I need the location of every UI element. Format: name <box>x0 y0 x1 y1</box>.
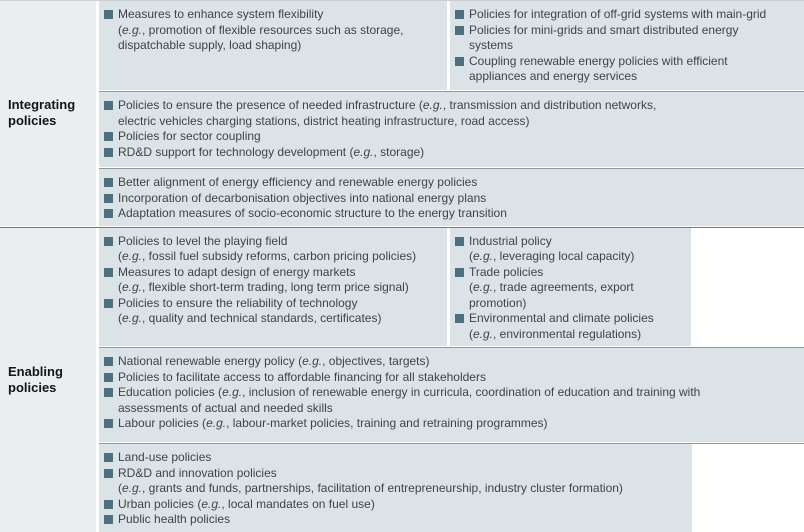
policy-list <box>104 450 684 528</box>
section-content <box>99 228 804 532</box>
policy-item <box>104 497 684 513</box>
policy-item <box>455 234 683 265</box>
policy-item <box>104 206 796 222</box>
policy-item <box>104 175 796 191</box>
policy-cell <box>450 1 804 90</box>
policy-list <box>104 234 439 327</box>
section-label: Integrating policies <box>8 97 76 129</box>
policy-item <box>104 191 796 207</box>
policy-row <box>99 228 804 347</box>
policy-item-text: Policies to ensure the reliability of technology (e.g., quality and technical standards, certificates) <box>118 295 382 325</box>
policy-item-text: Policies for sector coupling <box>118 129 261 143</box>
square-bullet-icon <box>104 419 113 428</box>
square-bullet-icon <box>104 469 113 478</box>
policy-row <box>99 168 804 226</box>
policy-item-text: Labour policies (e.g., labour-market policies, training and retraining programmes) <box>118 416 548 430</box>
policy-list <box>104 7 439 54</box>
policy-item <box>104 98 796 129</box>
square-bullet-icon <box>104 357 113 366</box>
square-bullet-icon <box>455 237 464 246</box>
policy-list <box>455 234 683 343</box>
policy-item-text: Education policies (e.g., inclusion of renewable energy in curricula, coordination of education and training with assessments of actual and needed skills <box>118 385 701 415</box>
policy-item <box>455 311 683 342</box>
square-bullet-icon <box>104 209 113 218</box>
policy-item <box>455 23 796 54</box>
policy-item <box>104 234 439 265</box>
section-content <box>99 1 804 226</box>
policy-list <box>455 7 796 85</box>
policy-item <box>104 129 796 145</box>
empty-space <box>695 444 804 532</box>
policy-item <box>104 296 439 327</box>
square-bullet-icon <box>104 10 113 19</box>
policy-item-text: Environmental and climate policies (e.g., environmental regulations) <box>469 311 654 341</box>
policy-item-text: Industrial policy (e.g., leveraging local capacity) <box>469 233 635 263</box>
policy-cell <box>99 348 804 442</box>
policy-row <box>99 443 804 532</box>
policy-cell <box>99 169 804 226</box>
policy-item-text: Measures to adapt design of energy markets (e.g., flexible short-term trading, long term price signal) <box>118 264 409 294</box>
square-bullet-icon <box>104 194 113 203</box>
policy-item-text: Policies to ensure the presence of needed infrastructure (e.g., transmission and distribution networks, electric vehicles charging stations, district heating infrastructure, road access) <box>118 98 657 128</box>
label-column <box>0 1 96 226</box>
square-bullet-icon <box>104 178 113 187</box>
policy-list <box>104 98 796 160</box>
section-integrating-policies <box>0 1 804 226</box>
policy-item-text: National renewable energy policy (e.g., objectives, targets) <box>118 354 430 368</box>
section-label: Enabling policies <box>8 363 63 395</box>
policy-item-text: Coupling renewable energy policies with efficient appliances and energy services <box>469 53 728 83</box>
policy-row <box>99 1 804 90</box>
policy-item-text: Urban policies (e.g., local mandates on fuel use) <box>118 496 375 511</box>
square-bullet-icon <box>455 26 464 35</box>
policy-list <box>104 175 796 222</box>
policy-item-text: Incorporation of decarbonisation objectives into national energy plans <box>118 190 487 205</box>
policy-item <box>455 54 796 85</box>
policy-item-text: Measures to enhance system flexibility (e.g., promotion of flexible resources such as storage, dispatchable supply, load shaping) <box>118 7 404 52</box>
policy-item <box>104 7 439 54</box>
policy-item-text: Land-use policies <box>118 450 212 464</box>
policy-item <box>104 385 796 416</box>
square-bullet-icon <box>104 373 113 382</box>
policy-item-text: Better alignment of energy efficiency and renewable energy policies <box>118 175 478 189</box>
square-bullet-icon <box>104 299 113 308</box>
square-bullet-icon <box>104 500 113 509</box>
square-bullet-icon <box>104 388 113 397</box>
policy-item-text: Public health policies <box>118 512 231 526</box>
policy-item <box>104 466 684 497</box>
policy-item <box>104 265 439 296</box>
policy-item <box>104 145 796 161</box>
policy-item-text: Policies for mini-grids and smart distributed energy systems <box>469 22 739 52</box>
policy-cell <box>99 228 447 347</box>
policy-list <box>104 354 796 432</box>
square-bullet-icon <box>455 268 464 277</box>
policy-cell <box>99 444 692 532</box>
policy-item <box>104 416 796 432</box>
policy-item <box>455 265 683 312</box>
square-bullet-icon <box>455 57 464 66</box>
policy-item <box>104 354 796 370</box>
policy-row <box>99 347 804 442</box>
square-bullet-icon <box>104 101 113 110</box>
square-bullet-icon <box>104 453 113 462</box>
square-bullet-icon <box>455 10 464 19</box>
square-bullet-icon <box>104 515 113 524</box>
square-bullet-icon <box>104 132 113 141</box>
policy-item-text: Policies to facilitate access to affordable financing for all stakeholders <box>118 369 486 384</box>
square-bullet-icon <box>455 314 464 323</box>
policy-item-text: Policies for integration of off-grid systems with main-grid <box>469 7 767 21</box>
policy-item <box>455 7 796 23</box>
policy-item-text: Adaptation measures of socio-economic structure to the energy transition <box>118 206 507 220</box>
label-column <box>0 228 96 532</box>
policy-item <box>104 370 796 386</box>
policy-item-text: RD&D and innovation policies (e.g., grants and funds, partnerships, facilitation of entrepreneurship, industry cluster formation) <box>118 465 623 495</box>
policy-cell <box>99 1 447 90</box>
policy-cell <box>99 92 804 167</box>
section-enabling-policies <box>0 227 804 532</box>
policy-item <box>104 450 684 466</box>
square-bullet-icon <box>104 148 113 157</box>
policy-item-text: Trade policies (e.g., trade agreements, export promotion) <box>469 264 634 310</box>
square-bullet-icon <box>104 268 113 277</box>
policy-item-text: Policies to level the playing field (e.g., fossil fuel subsidy reforms, carbon pricing policies) <box>118 233 417 263</box>
policy-row <box>99 91 804 167</box>
policy-item <box>104 512 684 528</box>
empty-space <box>694 228 804 347</box>
policy-cell <box>450 228 691 347</box>
square-bullet-icon <box>104 237 113 246</box>
policy-item-text: RD&D support for technology development (e.g., storage) <box>118 144 425 159</box>
